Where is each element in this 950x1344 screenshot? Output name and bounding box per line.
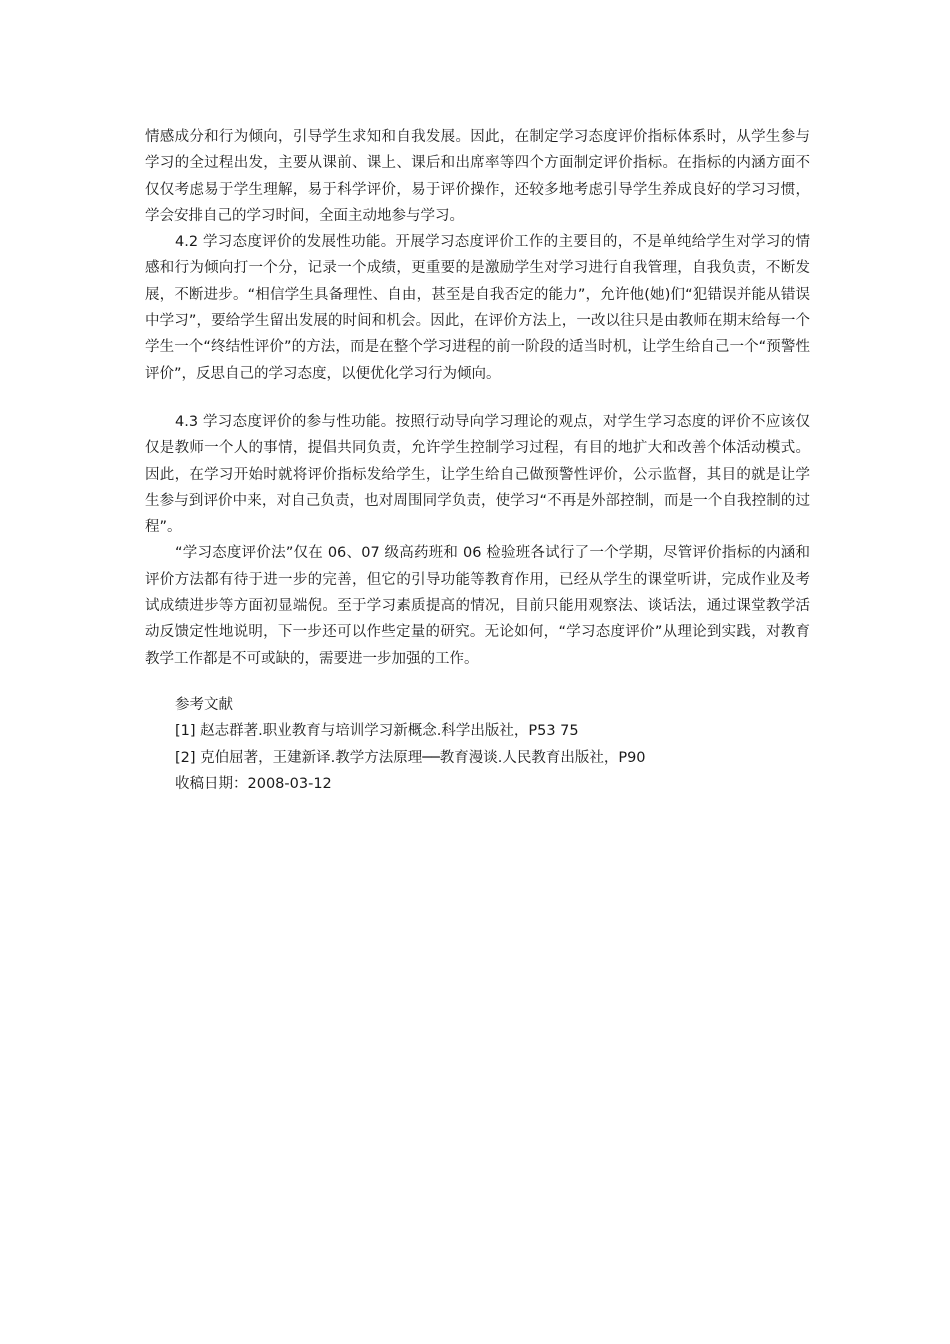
- paragraph-4-3: 4.3 学习态度评价的参与性功能。按照行动导向学习理论的观点，对学生学习态度的评价不应该仅仅是教师一个人的事情，提倡共同负责，允许学生控制学习过程，有目的地扩大和改善个体活动模式。因此，在学习开始时就将评价指标发给学生，让学生给自己做预警性评价，公示监督，其目的就是让学生参与到评价中来，对自己负责，也对周围同学负责，使学习“不再是外部控制，而是一个自我控制的过程”。: [145, 413, 810, 536]
- received-date: 收稿日期：2008-03-12: [175, 775, 332, 792]
- references-heading: 参考文献: [175, 696, 233, 713]
- paragraph-continuation: 情感成分和行为倾向，引导学生求知和自我发展。因此，在制定学习态度评价指标体系时，从学生参与学习的全过程出发，主要从课前、课上、课后和出席率等四个方面制定评价指标。在指标的内涵方面不仅仅考虑易于学生理解，易于科学评价，易于评价操作，还较多地考虑引导学生养成良好的学习习惯，学会安排自己的学习时间，全面主动地参与学习。: [145, 129, 810, 224]
- document-page: [145, 124, 810, 797]
- paragraph-conclusion: “学习态度评价法”仅在 06、07 级高药班和 06 检验班各试行了一个学期，尽管评价指标的内涵和评价方法都有待于进一步的完善，但它的引导功能等教育作用，已经从学生的课堂听讲，完成作业及考试成绩进步等方面初显端倪。至于学习素质提高的情况，目前只能用观察法、谈话法，通过课堂教学活动反馈定性地说明，下一步还可以作些定量的研究。无论如何，“学习态度评价”从理论到实践，对教育教学工作都是不可或缺的，需要进一步加强的工作。: [145, 545, 810, 667]
- reference-item: [1] 赵志群著.职业教育与培训学习新概念.科学出版社，P53 75: [175, 723, 579, 740]
- paragraph-4-2: 4.2 学习态度评价的发展性功能。开展学习态度评价工作的主要目的，不是单纯给学生对学习的情感和行为倾向打一个分，记录一个成绩，更重要的是激励学生对学习进行自我管理，自我负责，不断发展，不断进步。“相信学生具备理性、自由，甚至是自我否定的能力”，允许他(她)们“犯错误并能从错误中学习”，要给学生留出发展的时间和机会。因此，在评价方法上，一改以往只是由教师在期末给每一个学生一个“终结性评价”的方法，而是在整个学习进程的前一阶段的适当时机，让学生给自己一个“预警性评价”，反思自己的学习态度，以便优化学习行为倾向。: [145, 234, 810, 382]
- reference-item: [2] 克伯屈著，王建新译.教学方法原理──教育漫谈.人民教育出版社，P90: [175, 749, 646, 766]
- references-section: [145, 692, 810, 797]
